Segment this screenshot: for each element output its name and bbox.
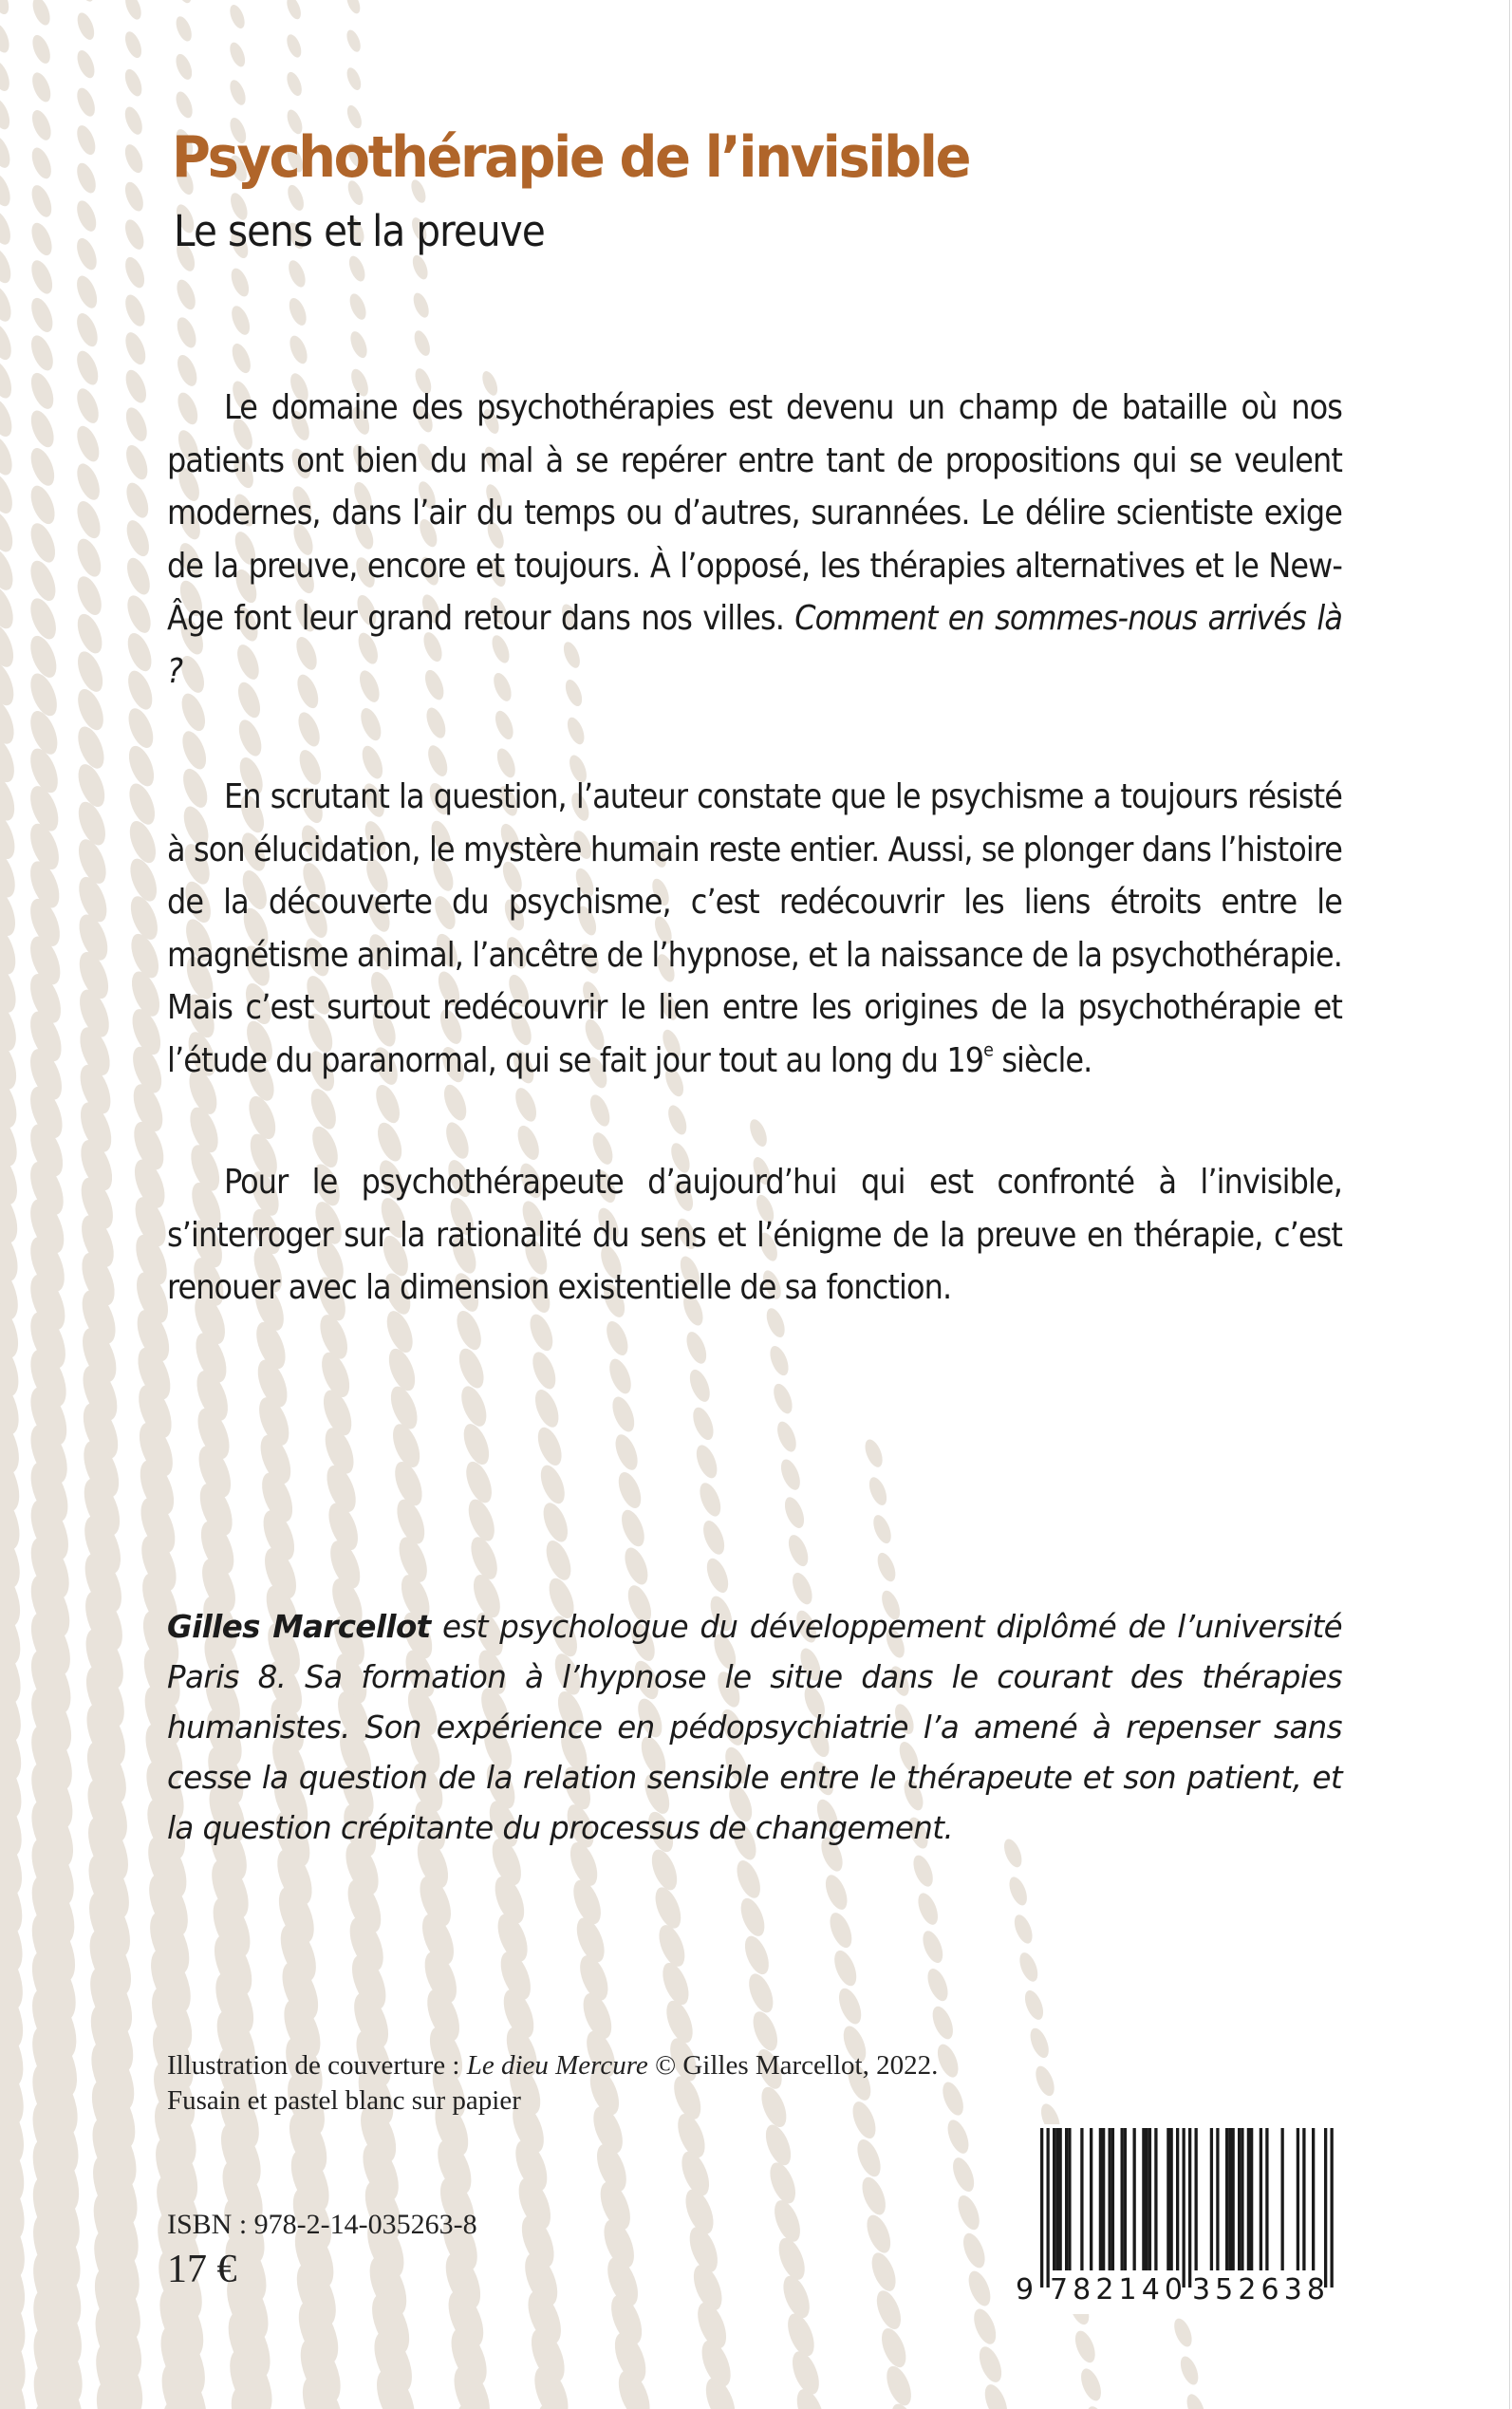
barcode-bar xyxy=(1250,2128,1253,2270)
price-label: 17 € xyxy=(167,2248,237,2291)
blurb-question: Comment en sommes-nous arrivés là ? xyxy=(167,599,1342,691)
barcode-bar xyxy=(1047,2128,1050,2288)
author-bio xyxy=(167,1602,1342,1854)
book-title: Psychothérapie de l’invisible xyxy=(172,124,970,191)
barcode-bar xyxy=(1265,2128,1268,2270)
barcode-bar xyxy=(1142,2128,1145,2270)
barcode-bars xyxy=(1040,2128,1334,2288)
barcode-graphic xyxy=(1006,2124,1348,2314)
blurb-text: Le domaine des psychothérapies est devenu un champ de bataille où nos patients ont bien du mal à se repérer entre tant de propositions qui se veulent modernes, dans l’air du temps ou d’autres, surannées. Le délire scientiste exige de la preuve, encore et toujours. À l’opposé, les thérapies alternatives et le New-Âge font leur grand retour dans nos villes. xyxy=(167,388,1342,638)
barcode-bar xyxy=(1228,2128,1231,2270)
barcode-bar xyxy=(1170,2128,1173,2270)
barcode-bar xyxy=(1216,2128,1219,2270)
blurb-paragraph-1 xyxy=(167,382,1342,698)
barcode-bar xyxy=(1111,2128,1114,2270)
barcode-bar xyxy=(1183,2128,1185,2288)
barcode-bar xyxy=(1238,2128,1241,2270)
barcode-bar xyxy=(1040,2128,1043,2288)
barcode-bar xyxy=(1302,2128,1305,2270)
barcode-bar xyxy=(1090,2128,1092,2270)
barcode-bar xyxy=(1053,2128,1055,2270)
barcode-bar xyxy=(1232,2128,1235,2270)
barcode-bar xyxy=(1260,2128,1262,2270)
isbn-label: ISBN : 978-2-14-035263-8 xyxy=(167,2209,477,2240)
ordinal-superscript: e xyxy=(983,1037,994,1060)
barcode-bar xyxy=(1068,2128,1071,2270)
barcode-bar xyxy=(1065,2128,1068,2270)
barcode-bar xyxy=(1331,2128,1334,2288)
barcode-bar xyxy=(1099,2128,1102,2270)
barcode-bar xyxy=(1167,2128,1169,2270)
barcode-bar xyxy=(1124,2128,1127,2270)
barcode-bar xyxy=(1121,2128,1124,2270)
barcode-bar xyxy=(1188,2128,1191,2288)
blurb-paragraph-3 xyxy=(167,1156,1342,1315)
illustration-credit xyxy=(167,2048,983,2119)
author-name: Gilles Marcellot xyxy=(167,1609,431,1645)
author-bio-text: est psychologue du développement diplômé de l’université Paris 8. Sa formation à l’hypnose le situe dans le courant des thérapies humanistes. Son expérience en pédopsychiatrie l’a amené à repenser sans cesse la question de la relation sensible entre le thérapeute et son patient, et la question crépitante du processus de changement. xyxy=(167,1609,1342,1846)
blurb-text: Pour le psychothérapeute d’aujourd’hui qui est confronté à l’invisible, s’interroger sur la rationalité du sens et l’énigme de la preuve en thérapie, c’est renouer avec la dimension existentielle de sa fonction. xyxy=(167,1163,1342,1307)
barcode-bar xyxy=(1297,2128,1299,2270)
barcode-bar xyxy=(1247,2128,1250,2270)
barcode-bar xyxy=(1210,2128,1213,2270)
barcode-bar xyxy=(1080,2128,1083,2270)
barcode-bar xyxy=(1059,2128,1062,2270)
blurb-text-end: siècle. xyxy=(993,1040,1092,1080)
ean-barcode xyxy=(1006,2124,1348,2314)
barcode-bar xyxy=(1324,2128,1327,2288)
barcode-bar xyxy=(1109,2128,1111,2270)
barcode-bar xyxy=(1225,2128,1228,2270)
barcode-bar xyxy=(1146,2128,1148,2270)
barcode-left-digits: 782140 xyxy=(1050,2273,1183,2306)
barcode-bar xyxy=(1312,2128,1315,2270)
barcode-bar xyxy=(1176,2128,1179,2270)
blurb-text: En scrutant la question, l’auteur constate que le psychisme a toujours résisté à son élucidation, le mystère humain reste entier. Aussi, se plonger dans l’histoire de la découverte du psychisme, c’est redécouvrir les liens étroits entre le magnétisme animal, l’ancêtre de l’hypnose, et la naissance de la psychothérapie. Mais c’est surtout redécouvrir le lien entre les origines de la psychothérapie et l’étude du paranormal, qui se fait jour tout au long du 19 xyxy=(167,777,1342,1080)
barcode-bar xyxy=(1195,2128,1198,2270)
barcode-bar xyxy=(1102,2128,1105,2270)
barcode-bar xyxy=(1281,2128,1284,2270)
book-subtitle: Le sens et la preuve xyxy=(174,206,545,256)
barcode-first-digit: 9 xyxy=(1016,2273,1035,2306)
barcode-bar xyxy=(1148,2128,1151,2270)
credit-suffix: © Gilles Marcellot, 2022. Fusain et pastel blanc sur papier xyxy=(167,2050,939,2116)
credit-prefix: Illustration de couverture : xyxy=(167,2050,467,2081)
barcode-right-digits: 352638 xyxy=(1192,2273,1325,2306)
blurb-paragraph-2 xyxy=(167,771,1342,1087)
barcode-bar xyxy=(1133,2128,1136,2270)
artwork-title: Le dieu Mercure xyxy=(466,2050,648,2081)
barcode-bar xyxy=(1055,2128,1058,2270)
barcode-bar xyxy=(1154,2128,1157,2270)
barcode-bar xyxy=(1241,2128,1243,2270)
